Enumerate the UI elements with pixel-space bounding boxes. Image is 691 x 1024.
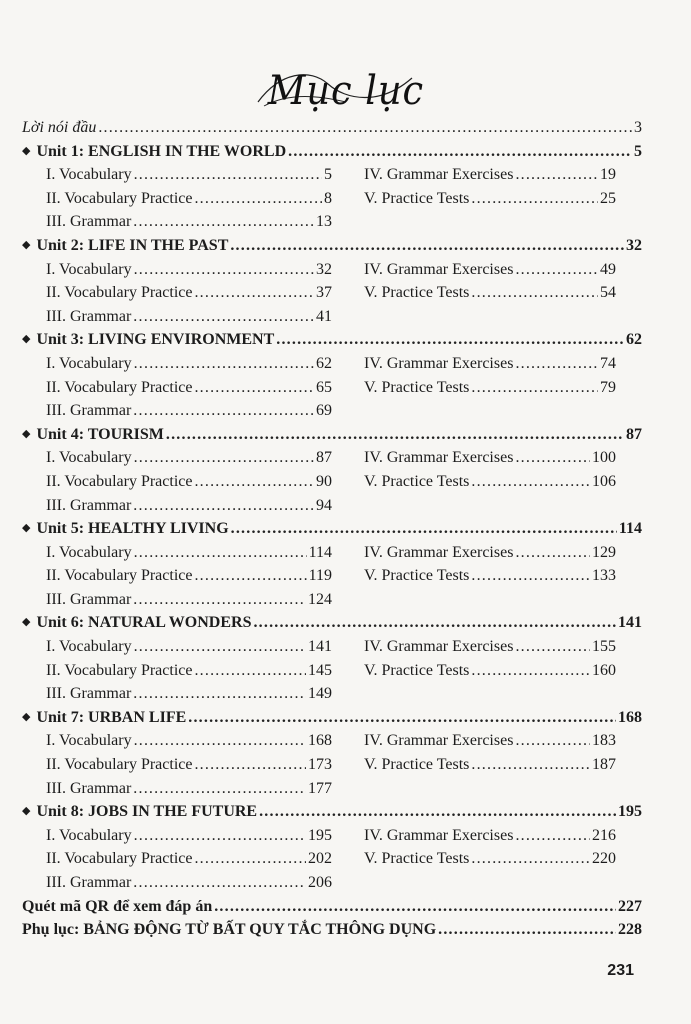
- dot-leader: [134, 729, 306, 753]
- toc-entry-label: V. Practice Tests: [364, 284, 470, 302]
- toc-entry-page: 149: [308, 685, 332, 703]
- section-entry[interactable]: [364, 564, 616, 588]
- dot-leader: [194, 564, 306, 588]
- section-entry[interactable]: [46, 753, 332, 777]
- toc-entry-label: Unit 2: LIFE IN THE PAST: [36, 236, 229, 254]
- toc-entry-page: 90: [316, 472, 332, 490]
- toc-entry-label: III. Grammar: [46, 874, 132, 891]
- toc-entry-label: Quét mã QR để xem đáp án: [22, 897, 213, 915]
- toc-entry-page: 100: [592, 449, 616, 467]
- section-entry[interactable]: [364, 659, 616, 683]
- toc-entry-page: 5: [324, 166, 332, 184]
- toc-entry-page: 3: [634, 119, 642, 136]
- unit-sections: [22, 824, 642, 895]
- sections-left-column: [46, 541, 332, 612]
- section-entry[interactable]: [364, 824, 616, 848]
- toc-entry-page: 65: [316, 378, 332, 396]
- section-entry[interactable]: [364, 163, 616, 187]
- dot-leader: [194, 470, 314, 494]
- section-entry[interactable]: [46, 305, 332, 329]
- toc-entry-label: III. Grammar: [46, 685, 132, 703]
- diamond-bullet-icon: ◆: [22, 144, 31, 157]
- section-entry[interactable]: [46, 541, 332, 565]
- toc-entry-page: 25: [600, 189, 616, 207]
- dot-leader: [471, 376, 598, 400]
- dot-leader: [231, 517, 617, 541]
- toc-entry-page: 74: [600, 354, 616, 372]
- toc-entry-page: 119: [308, 567, 332, 585]
- section-entry[interactable]: [364, 847, 616, 871]
- toc-entry-page: 32: [626, 236, 642, 254]
- toc-entry-label: III. Grammar: [46, 213, 132, 231]
- sections-left-column: [46, 258, 332, 329]
- toc-entry-page: 227: [618, 897, 642, 915]
- dot-leader: [134, 824, 306, 848]
- dot-leader: [194, 659, 306, 683]
- toc-entry-label: III. Grammar: [46, 779, 132, 797]
- dot-leader: [133, 494, 314, 518]
- appendix-list: [22, 895, 642, 942]
- toc-entry-page: 5: [634, 142, 642, 160]
- dot-leader: [259, 800, 616, 824]
- section-entry[interactable]: [46, 399, 332, 423]
- toc-entry-label: IV. Grammar Exercises: [364, 166, 514, 184]
- dot-leader: [288, 140, 632, 164]
- dot-leader: [134, 258, 314, 282]
- dot-leader: [471, 753, 590, 777]
- dot-leader: [515, 163, 598, 187]
- toc-entry-label: I. Vocabulary: [46, 166, 132, 184]
- dot-leader: [188, 706, 616, 730]
- dot-leader: [133, 305, 314, 329]
- section-entry[interactable]: [46, 682, 332, 706]
- dot-leader: [438, 918, 616, 942]
- sections-right-column: [364, 446, 616, 517]
- toc-entry-label: II. Vocabulary Practice: [46, 378, 193, 396]
- toc-entry-page: 19: [600, 166, 616, 184]
- section-entry[interactable]: [46, 163, 332, 187]
- toc-entry-label: V. Practice Tests: [364, 378, 470, 396]
- toc-entry-label: II. Vocabulary Practice: [46, 567, 193, 585]
- toc-entry-page: 141: [618, 614, 642, 632]
- section-entry[interactable]: [46, 352, 332, 376]
- unit-sections: [22, 163, 642, 234]
- toc-entry-label: I. Vocabulary: [46, 449, 132, 467]
- toc-entry-page: 168: [308, 732, 332, 750]
- section-entry[interactable]: [46, 659, 332, 683]
- toc-entry-label: II. Vocabulary Practice: [46, 189, 193, 207]
- toc-entry-page: 87: [316, 449, 332, 467]
- section-entry[interactable]: [364, 635, 616, 659]
- unit-sections: [22, 729, 642, 800]
- toc-entry-page: 62: [316, 354, 332, 372]
- sections-left-column: [46, 729, 332, 800]
- section-entry[interactable]: [46, 187, 332, 211]
- section-entry[interactable]: [46, 847, 332, 871]
- toc-entry-label: II. Vocabulary Practice: [46, 284, 193, 302]
- toc-entry-label: I. Vocabulary: [46, 826, 132, 844]
- toc-entry-label: V. Practice Tests: [364, 850, 470, 868]
- toc-entry-label: II. Vocabulary Practice: [46, 472, 193, 490]
- dot-leader: [515, 258, 598, 282]
- toc-entry-page: 129: [592, 543, 616, 561]
- toc-entry-page: 62: [626, 331, 642, 349]
- dot-leader: [133, 399, 314, 423]
- unit-heading-2[interactable]: [22, 234, 642, 258]
- unit-heading-3[interactable]: [22, 328, 642, 352]
- dot-leader: [98, 116, 632, 140]
- section-entry[interactable]: [46, 871, 332, 895]
- dot-leader: [471, 659, 590, 683]
- appendix-entry-2[interactable]: [22, 918, 642, 942]
- unit-sections: [22, 352, 642, 423]
- toc-entry-page: 79: [600, 378, 616, 396]
- dot-leader: [471, 187, 598, 211]
- dot-leader: [194, 376, 314, 400]
- section-entry[interactable]: [364, 729, 616, 753]
- toc-entry-label: I. Vocabulary: [46, 354, 132, 372]
- toc-entry-label: V. Practice Tests: [364, 661, 470, 679]
- dot-leader: [133, 777, 306, 801]
- sections-right-column: [364, 635, 616, 706]
- toc-entry-page: 13: [316, 213, 332, 231]
- section-entry[interactable]: [46, 729, 332, 753]
- unit-heading-5[interactable]: [22, 517, 642, 541]
- diamond-bullet-icon: ◆: [22, 805, 31, 818]
- sections-right-column: [364, 729, 616, 800]
- unit-heading-6[interactable]: [22, 611, 642, 635]
- dot-leader: [133, 682, 306, 706]
- toc-entry-page: 155: [592, 638, 616, 656]
- toc-entry-page: 8: [324, 189, 332, 207]
- toc-entry-label: II. Vocabulary Practice: [46, 661, 193, 679]
- section-entry[interactable]: [46, 210, 332, 234]
- dot-leader: [194, 753, 306, 777]
- toc-entry-label: Unit 7: URBAN LIFE: [36, 708, 187, 726]
- toc-entry-label: Unit 5: HEALTHY LIVING: [36, 520, 229, 538]
- section-entry[interactable]: [364, 187, 616, 211]
- toc-entry-label: Unit 4: TOURISM: [36, 425, 164, 443]
- section-entry[interactable]: [46, 635, 332, 659]
- toc-entry-page: 37: [316, 284, 332, 302]
- dot-leader: [515, 824, 590, 848]
- toc-entry-label: IV. Grammar Exercises: [364, 638, 514, 656]
- toc-entry-page: 114: [618, 520, 642, 538]
- dot-leader: [214, 895, 616, 919]
- dot-leader: [515, 541, 590, 565]
- section-entry[interactable]: [364, 352, 616, 376]
- dot-leader: [134, 352, 314, 376]
- dot-leader: [515, 635, 590, 659]
- dot-leader: [194, 187, 322, 211]
- section-entry[interactable]: [46, 777, 332, 801]
- toc-entry-label: III. Grammar: [46, 307, 132, 325]
- dot-leader: [134, 446, 314, 470]
- sections-left-column: [46, 446, 332, 517]
- dot-leader: [133, 871, 306, 895]
- dot-leader: [471, 847, 590, 871]
- dot-leader: [471, 470, 590, 494]
- toc-entry-page: 141: [308, 638, 332, 656]
- section-entry[interactable]: [46, 258, 332, 282]
- toc-entry-intro[interactable]: [22, 116, 642, 140]
- section-entry[interactable]: [46, 564, 332, 588]
- sections-left-column: [46, 824, 332, 895]
- section-entry[interactable]: [364, 753, 616, 777]
- toc-entry-page: 206: [308, 874, 332, 891]
- sections-right-column: [364, 352, 616, 423]
- toc-entry-page: 106: [592, 472, 616, 490]
- dot-leader: [253, 611, 616, 635]
- diamond-bullet-icon: ◆: [22, 238, 31, 251]
- toc-entry-page: 69: [316, 402, 332, 420]
- dot-leader: [471, 281, 598, 305]
- dot-leader: [515, 352, 598, 376]
- section-entry[interactable]: [364, 470, 616, 494]
- unit-heading-4[interactable]: [22, 423, 642, 447]
- diamond-bullet-icon: ◆: [22, 427, 31, 440]
- toc-entry-label: IV. Grammar Exercises: [364, 354, 514, 372]
- appendix-entry-1[interactable]: [22, 895, 642, 919]
- page-title: Mục lục: [267, 68, 424, 114]
- dot-leader: [134, 163, 322, 187]
- section-entry[interactable]: [46, 494, 332, 518]
- dot-leader: [471, 564, 590, 588]
- page-number: 231: [607, 962, 634, 979]
- toc-entry-page: 87: [626, 425, 642, 443]
- toc-entry-page: 183: [592, 732, 616, 750]
- toc-entry-label: V. Practice Tests: [364, 472, 470, 490]
- toc-entry-label: Unit 1: ENGLISH IN THE WORLD: [36, 142, 287, 160]
- toc-entry-page: 177: [308, 779, 332, 797]
- dot-leader: [515, 446, 590, 470]
- toc-entry-label: II. Vocabulary Practice: [46, 756, 193, 774]
- toc-entry-page: 133: [592, 567, 616, 585]
- dot-leader: [230, 234, 624, 258]
- section-entry[interactable]: [46, 470, 332, 494]
- toc-entry-page: 173: [308, 756, 332, 774]
- diamond-bullet-icon: ◆: [22, 522, 31, 535]
- toc-entry-page: 202: [308, 850, 332, 868]
- toc-entry-label: Phụ lục: BẢNG ĐỘNG TỪ BẤT QUY TẮC THÔNG DỤNG: [22, 921, 437, 939]
- diamond-bullet-icon: ◆: [22, 710, 31, 723]
- dot-leader: [276, 328, 624, 352]
- toc-entry-label: IV. Grammar Exercises: [364, 543, 514, 561]
- unit-heading-8[interactable]: [22, 800, 642, 824]
- diamond-bullet-icon: ◆: [22, 333, 31, 346]
- units-list: [22, 140, 642, 895]
- toc-entry-label: Lời nói đầu: [22, 119, 97, 136]
- toc-entry-page: 168: [618, 708, 642, 726]
- section-entry[interactable]: [46, 824, 332, 848]
- toc-entry-page: 228: [618, 921, 642, 939]
- diamond-bullet-icon: ◆: [22, 616, 31, 629]
- unit-heading-1[interactable]: [22, 140, 642, 164]
- toc-entry-label: IV. Grammar Exercises: [364, 449, 514, 467]
- toc-entry-label: V. Practice Tests: [364, 756, 470, 774]
- toc-entry-label: III. Grammar: [46, 590, 132, 608]
- toc-entry-page: 114: [308, 543, 332, 561]
- toc-entry-page: 54: [600, 284, 616, 302]
- dot-leader: [515, 729, 590, 753]
- toc-entry-page: 195: [618, 803, 642, 821]
- unit-heading-7[interactable]: [22, 706, 642, 730]
- toc-entry-label: IV. Grammar Exercises: [364, 826, 514, 844]
- dot-leader: [133, 588, 306, 612]
- sections-right-column: [364, 541, 616, 612]
- toc-entry-page: 49: [600, 260, 616, 278]
- toc-entry-page: 145: [308, 661, 332, 679]
- sections-right-column: [364, 163, 616, 234]
- unit-sections: [22, 541, 642, 612]
- dot-leader: [194, 281, 314, 305]
- toc-entry-page: 220: [592, 850, 616, 868]
- sections-right-column: [364, 258, 616, 329]
- unit-sections: [22, 258, 642, 329]
- toc-entry-page: 216: [592, 826, 616, 844]
- sections-left-column: [46, 635, 332, 706]
- toc-entry-label: Unit 3: LIVING ENVIRONMENT: [36, 331, 275, 349]
- toc-entry-label: III. Grammar: [46, 496, 132, 514]
- toc-entry-label: III. Grammar: [46, 402, 132, 420]
- toc-entry-label: II. Vocabulary Practice: [46, 850, 193, 868]
- toc-entry-label: V. Practice Tests: [364, 189, 470, 207]
- toc-entry-label: IV. Grammar Exercises: [364, 732, 514, 750]
- section-entry[interactable]: [364, 446, 616, 470]
- section-entry[interactable]: [46, 281, 332, 305]
- toc-entry-label: Unit 8: JOBS IN THE FUTURE: [36, 803, 258, 821]
- toc-entry-label: V. Practice Tests: [364, 567, 470, 585]
- section-entry[interactable]: [364, 376, 616, 400]
- dot-leader: [166, 423, 624, 447]
- dot-leader: [134, 635, 306, 659]
- section-entry[interactable]: [364, 258, 616, 282]
- title-container: [0, 68, 691, 114]
- toc-entry-label: I. Vocabulary: [46, 732, 132, 750]
- dot-leader: [134, 541, 307, 565]
- table-of-contents: [22, 116, 642, 942]
- sections-left-column: [46, 352, 332, 423]
- toc-entry-page: 124: [308, 590, 332, 608]
- dot-leader: [194, 847, 306, 871]
- toc-entry-page: 94: [316, 496, 332, 514]
- unit-sections: [22, 446, 642, 517]
- toc-entry-page: 32: [316, 260, 332, 278]
- section-entry[interactable]: [364, 281, 616, 305]
- toc-entry-page: 160: [592, 661, 616, 679]
- unit-sections: [22, 635, 642, 706]
- dot-leader: [133, 210, 314, 234]
- sections-right-column: [364, 824, 616, 895]
- section-entry[interactable]: [46, 376, 332, 400]
- toc-entry-label: IV. Grammar Exercises: [364, 260, 514, 278]
- toc-entry-label: Unit 6: NATURAL WONDERS: [36, 614, 252, 632]
- toc-entry-page: 195: [308, 826, 332, 844]
- section-entry[interactable]: [364, 541, 616, 565]
- toc-entry-page: 41: [316, 307, 332, 325]
- section-entry[interactable]: [46, 588, 332, 612]
- toc-entry-label: I. Vocabulary: [46, 260, 132, 278]
- sections-left-column: [46, 163, 332, 234]
- toc-entry-label: I. Vocabulary: [46, 543, 132, 561]
- toc-entry-label: I. Vocabulary: [46, 638, 132, 656]
- toc-entry-page: 187: [592, 756, 616, 774]
- section-entry[interactable]: [46, 446, 332, 470]
